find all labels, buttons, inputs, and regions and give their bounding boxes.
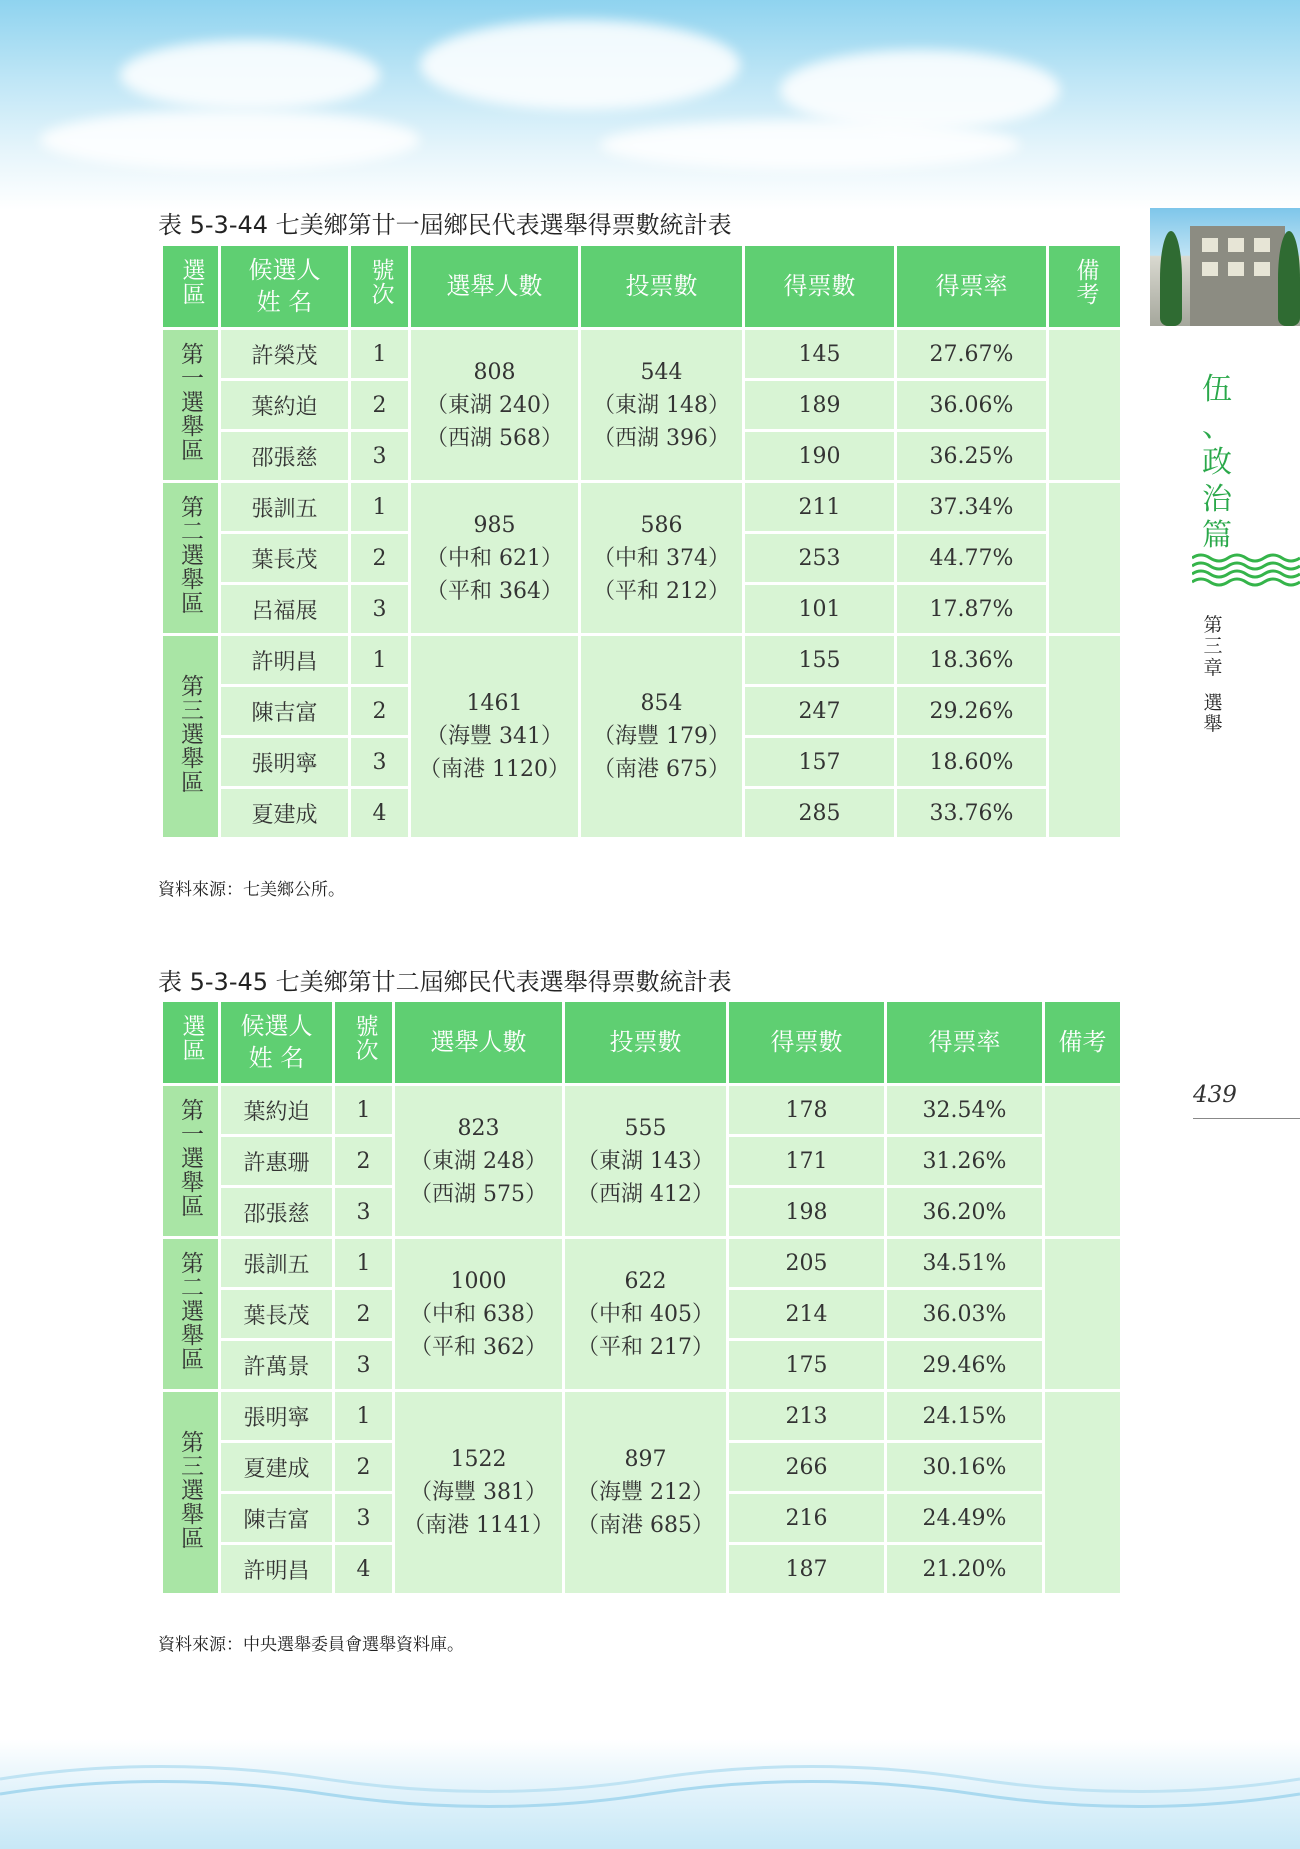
rate-cell: 24.49% xyxy=(886,1493,1044,1544)
remarks-cell xyxy=(1044,1391,1122,1595)
candidate-name: 呂福展 xyxy=(220,584,350,635)
table2 xyxy=(160,999,1123,1596)
table-row xyxy=(162,1085,1122,1136)
votes-cast-cell: 854 （海豐 179） （南港 675） xyxy=(580,635,744,839)
th-district: 選區 xyxy=(162,1001,220,1085)
table-row xyxy=(162,1391,1122,1442)
candidate-name: 許榮茂 xyxy=(220,329,350,380)
votes-cell: 216 xyxy=(728,1493,886,1544)
candidate-number: 3 xyxy=(334,1340,394,1391)
candidate-number: 3 xyxy=(334,1493,394,1544)
candidate-number: 3 xyxy=(334,1187,394,1238)
th-remarks: 備考 xyxy=(1044,1001,1122,1085)
votes-cell: 211 xyxy=(744,482,896,533)
votes-cell: 214 xyxy=(728,1289,886,1340)
votes-cast-cell: 622 （中和 405） （平和 217） xyxy=(564,1238,728,1391)
votes-cell: 175 xyxy=(728,1340,886,1391)
rate-cell: 29.26% xyxy=(896,686,1048,737)
sky-banner xyxy=(0,0,1300,210)
candidate-name: 張明寧 xyxy=(220,737,350,788)
rate-cell: 17.87% xyxy=(896,584,1048,635)
candidate-name: 邵張慈 xyxy=(220,1187,334,1238)
district-cell: 第三選舉區 xyxy=(162,1391,220,1595)
candidate-number: 1 xyxy=(350,329,410,380)
candidate-name: 葉長茂 xyxy=(220,533,350,584)
table2-title: 表 5-3-45 七美鄉第廿二屆鄉民代表選舉得票數統計表 xyxy=(158,968,732,996)
candidate-number: 1 xyxy=(350,482,410,533)
rate-cell: 31.26% xyxy=(886,1136,1044,1187)
votes-cell: 178 xyxy=(728,1085,886,1136)
rate-cell: 36.03% xyxy=(886,1289,1044,1340)
remarks-cell xyxy=(1044,1238,1122,1391)
remarks-cell xyxy=(1044,1085,1122,1238)
rate-cell: 18.60% xyxy=(896,737,1048,788)
votes-cell: 213 xyxy=(728,1391,886,1442)
table2-source: 資料來源：中央選舉委員會選舉資料庫。 xyxy=(158,1635,464,1655)
th-votes: 得票數 xyxy=(744,245,896,329)
th-rate: 得票率 xyxy=(886,1001,1044,1085)
candidate-name: 陳吉富 xyxy=(220,686,350,737)
rate-cell: 24.15% xyxy=(886,1391,1044,1442)
candidate-number: 2 xyxy=(334,1289,394,1340)
remarks-cell xyxy=(1048,329,1122,482)
district-cell: 第二選舉區 xyxy=(162,1238,220,1391)
candidate-number: 1 xyxy=(334,1391,394,1442)
candidate-number: 2 xyxy=(350,533,410,584)
votes-cell: 285 xyxy=(744,788,896,839)
th-candidate: 候選人 姓 名 xyxy=(220,245,350,329)
remarks-cell xyxy=(1048,482,1122,635)
candidate-number: 1 xyxy=(350,635,410,686)
table-row xyxy=(162,1238,1122,1289)
table-row xyxy=(162,329,1122,380)
th-number: 號次 xyxy=(350,245,410,329)
votes-cell: 189 xyxy=(744,380,896,431)
th-votes-cast: 投票數 xyxy=(580,245,744,329)
votes-cell: 266 xyxy=(728,1442,886,1493)
candidate-name: 邵張慈 xyxy=(220,431,350,482)
wave-ornament-icon xyxy=(1192,552,1300,588)
rate-cell: 36.20% xyxy=(886,1187,1044,1238)
th-rate: 得票率 xyxy=(896,245,1048,329)
candidate-name: 葉約迫 xyxy=(220,380,350,431)
rate-cell: 37.34% xyxy=(896,482,1048,533)
candidate-name: 葉長茂 xyxy=(220,1289,334,1340)
candidate-name: 陳吉富 xyxy=(220,1493,334,1544)
table1-source: 資料來源：七美鄉公所。 xyxy=(158,880,345,900)
votes-cell: 145 xyxy=(744,329,896,380)
candidate-number: 2 xyxy=(334,1442,394,1493)
votes-cast-cell: 544 （東湖 148） （西湖 396） xyxy=(580,329,744,482)
candidate-name: 夏建成 xyxy=(220,1442,334,1493)
votes-cell: 157 xyxy=(744,737,896,788)
th-remarks: 備考 xyxy=(1048,245,1122,329)
candidate-name: 許明昌 xyxy=(220,635,350,686)
rate-cell: 27.67% xyxy=(896,329,1048,380)
votes-cell: 253 xyxy=(744,533,896,584)
votes-cell: 171 xyxy=(728,1136,886,1187)
th-electorate: 選舉人數 xyxy=(394,1001,564,1085)
th-number: 號次 xyxy=(334,1001,394,1085)
candidate-name: 張訓五 xyxy=(220,1238,334,1289)
th-electorate: 選舉人數 xyxy=(410,245,580,329)
table1-title: 表 5-3-44 七美鄉第廿一屆鄉民代表選舉得票數統計表 xyxy=(158,211,732,239)
candidate-number: 1 xyxy=(334,1085,394,1136)
page-number: 439 xyxy=(1193,1082,1237,1108)
th-votes-cast: 投票數 xyxy=(564,1001,728,1085)
table-row xyxy=(162,635,1122,686)
electorate-cell: 985 （中和 621） （平和 364） xyxy=(410,482,580,635)
remarks-cell xyxy=(1048,635,1122,839)
candidate-name: 許萬景 xyxy=(220,1340,334,1391)
rate-cell: 33.76% xyxy=(896,788,1048,839)
rate-cell: 36.06% xyxy=(896,380,1048,431)
votes-cell: 101 xyxy=(744,584,896,635)
rate-cell: 18.36% xyxy=(896,635,1048,686)
candidate-number: 4 xyxy=(350,788,410,839)
candidate-name: 葉約迫 xyxy=(220,1085,334,1136)
votes-cell: 187 xyxy=(728,1544,886,1595)
rate-cell: 34.51% xyxy=(886,1238,1044,1289)
rate-cell: 21.20% xyxy=(886,1544,1044,1595)
candidate-number: 3 xyxy=(350,737,410,788)
district-cell: 第一選舉區 xyxy=(162,329,220,482)
votes-cast-cell: 586 （中和 374） （平和 212） xyxy=(580,482,744,635)
candidate-number: 2 xyxy=(350,686,410,737)
page-number-rule xyxy=(1193,1118,1300,1119)
district-cell: 第一選舉區 xyxy=(162,1085,220,1238)
th-candidate: 候選人 姓 名 xyxy=(220,1001,334,1085)
rate-cell: 36.25% xyxy=(896,431,1048,482)
table1 xyxy=(160,243,1123,840)
votes-cell: 198 xyxy=(728,1187,886,1238)
district-cell: 第二選舉區 xyxy=(162,482,220,635)
chapter-label: 第 三 章 選 舉 xyxy=(1203,614,1223,736)
district-cell: 第三選舉區 xyxy=(162,635,220,839)
wave-footer xyxy=(0,1739,1300,1849)
table-row xyxy=(162,482,1122,533)
electorate-cell: 1522 （海豐 381） （南港 1141） xyxy=(394,1391,564,1595)
votes-cell: 205 xyxy=(728,1238,886,1289)
electorate-cell: 1000 （中和 638） （平和 362） xyxy=(394,1238,564,1391)
candidate-name: 張訓五 xyxy=(220,482,350,533)
candidate-name: 張明寧 xyxy=(220,1391,334,1442)
electorate-cell: 808 （東湖 240） （西湖 568） xyxy=(410,329,580,482)
candidate-name: 許惠珊 xyxy=(220,1136,334,1187)
th-district: 選區 xyxy=(162,245,220,329)
votes-cell: 155 xyxy=(744,635,896,686)
candidate-number: 2 xyxy=(350,380,410,431)
candidate-number: 4 xyxy=(334,1544,394,1595)
candidate-name: 夏建成 xyxy=(220,788,350,839)
rate-cell: 44.77% xyxy=(896,533,1048,584)
candidate-number: 3 xyxy=(350,431,410,482)
electorate-cell: 823 （東湖 248） （西湖 575） xyxy=(394,1085,564,1238)
section-title: 伍 、 政 治 篇 xyxy=(1202,372,1232,554)
th-votes: 得票數 xyxy=(728,1001,886,1085)
rate-cell: 32.54% xyxy=(886,1085,1044,1136)
candidate-number: 3 xyxy=(350,584,410,635)
candidate-number: 1 xyxy=(334,1238,394,1289)
votes-cast-cell: 555 （東湖 143） （西湖 412） xyxy=(564,1085,728,1238)
votes-cell: 247 xyxy=(744,686,896,737)
chapter-photo xyxy=(1150,208,1300,326)
candidate-number: 2 xyxy=(334,1136,394,1187)
candidate-name: 許明昌 xyxy=(220,1544,334,1595)
votes-cell: 190 xyxy=(744,431,896,482)
rate-cell: 30.16% xyxy=(886,1442,1044,1493)
votes-cast-cell: 897 （海豐 212） （南港 685） xyxy=(564,1391,728,1595)
electorate-cell: 1461 （海豐 341） （南港 1120） xyxy=(410,635,580,839)
rate-cell: 29.46% xyxy=(886,1340,1044,1391)
